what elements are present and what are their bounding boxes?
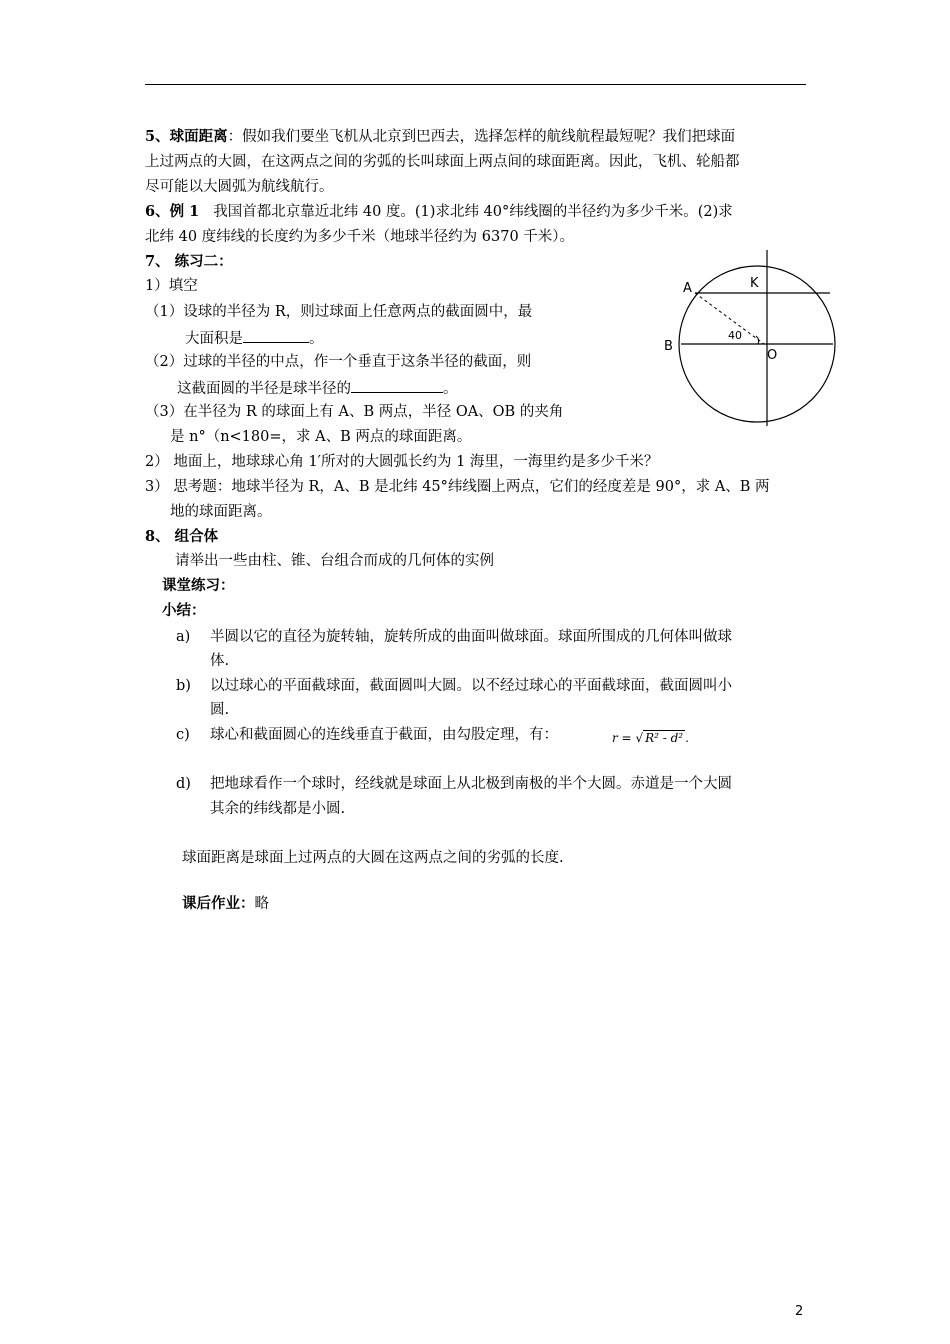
summary-d-line1: 把地球看作一个球时，经线就是球面上从北极到南极的半个大圆。赤道是一个大圆 [210,776,732,792]
practice-heading: 课堂练习： [162,577,235,594]
label-angle: 40 [728,329,742,342]
homework-line [182,894,269,914]
summary-b-marker: b) [176,678,191,694]
s5-line2: 上过两点的大圆，在这两点之间的劣弧的长叫球面上两点间的球面距离。因此，飞机、轮船都 [145,154,740,170]
definition-text: 球面距离是球面上过两点的大圆在这两点之间的劣弧的长度. [182,850,564,866]
homework-body: 略 [254,896,269,912]
formula-end: . [685,731,689,745]
s6-line1 [145,202,733,222]
formula-lhs: r = [612,731,632,745]
summary-heading: 小结： [162,602,206,619]
page-number: 2 [795,1304,804,1319]
s7-q1-1c: 。 [309,331,324,347]
s7-q1-1b: 大面积是 [185,331,243,347]
s7-q1-1a: （1）设球的半径为 R，则过球面上任意两点的截面圆中，最 [145,304,533,320]
summary-a-line2: 体. [210,653,230,669]
summary-c-marker: c) [176,727,190,743]
s7-q1-3a: （3）在半径为 R 的球面上有 A、B 两点，半径 OA、OB 的夹角 [145,404,564,420]
summary-d-marker: d) [176,776,191,792]
s7-heading: 7、 练习二： [145,253,233,270]
s7-q1: 1）填空 [145,278,198,294]
homework-heading: 课后作业： [182,895,255,912]
s7-q2: 2） 地面上，地球球心角 1′所对的大圆弧长约为 1 海里，一海里约是多少千米？ [145,454,659,470]
summary-c-line1: 球心和截面圆心的连线垂直于截面，由勾股定理，有： [210,727,558,743]
s7-q1-3b: 是 n°（n<180=，求 A、B 两点的球面距离。 [170,429,472,445]
header-rule [145,84,806,85]
s7-q3a: 3） 思考题：地球半径为 R，A、B 是北纬 45°纬线圈上两点，它们的经度差是 90°，求 A、B 两 [145,479,770,495]
summary-b-line1: 以过球心的平面截球面，截面圆叫大圆。以不经过球心的平面截球面，截面圆叫小 [210,678,732,694]
formula-radicand: R² - d² [645,731,684,745]
s5-heading: 5、球面距离 [145,128,228,145]
pythagoras-formula: r = √ R² - d² . [612,731,689,745]
s6-text1: 我国首都北京靠近北纬 40 度。(1)求北纬 40°纬线圈的半径约为多少千米。(2)求 [213,204,733,220]
s6-line2: 北纬 40 度纬线的长度约为多少千米（地球半径约为 6370 千米）。 [145,229,575,245]
s5-text1: ：假如我们要坐飞机从北京到巴西去，选择怎样的航线航程最短呢？我们把球面 [227,129,736,145]
s7-q1-1b-line [185,327,324,349]
s6-heading: 6、例 1 [145,203,200,220]
summary-a-line1: 半圆以它的直径为旋转轴，旋转所成的曲面叫做球面。球面所围成的几何体叫做球 [210,629,732,645]
s8-heading: 8、 组合体 [145,528,219,545]
sphere-diagram [660,248,845,430]
summary-d-line2: 其余的纬线都是小圆. [210,801,346,817]
answer-blank-2[interactable] [351,377,443,393]
s7-q3b: 地的球面距离。 [170,504,272,520]
label-k: K [750,276,759,291]
summary-b-line2: 圆. [210,702,230,718]
summary-a-marker: a) [176,629,191,645]
angle-arc [756,336,759,344]
s8-body: 请举出一些由柱、锥、台组合而成的几何体的实例 [175,553,494,569]
s7-q1-2b-line [177,377,458,399]
s7-q1-2a: （2）过球的半径的中点，作一个垂直于这条半径的截面，则 [145,354,532,370]
s5-line1 [145,127,735,147]
label-o: O [767,348,778,363]
s7-q1-2b: 这截面圆的半径是球半径的 [177,381,351,397]
label-b: B [664,339,673,354]
s7-q1-2c: 。 [443,381,458,397]
s5-line3: 尽可能以大圆弧为航线航行。 [145,179,334,195]
answer-blank-1[interactable] [243,327,309,343]
label-a: A [683,281,692,296]
